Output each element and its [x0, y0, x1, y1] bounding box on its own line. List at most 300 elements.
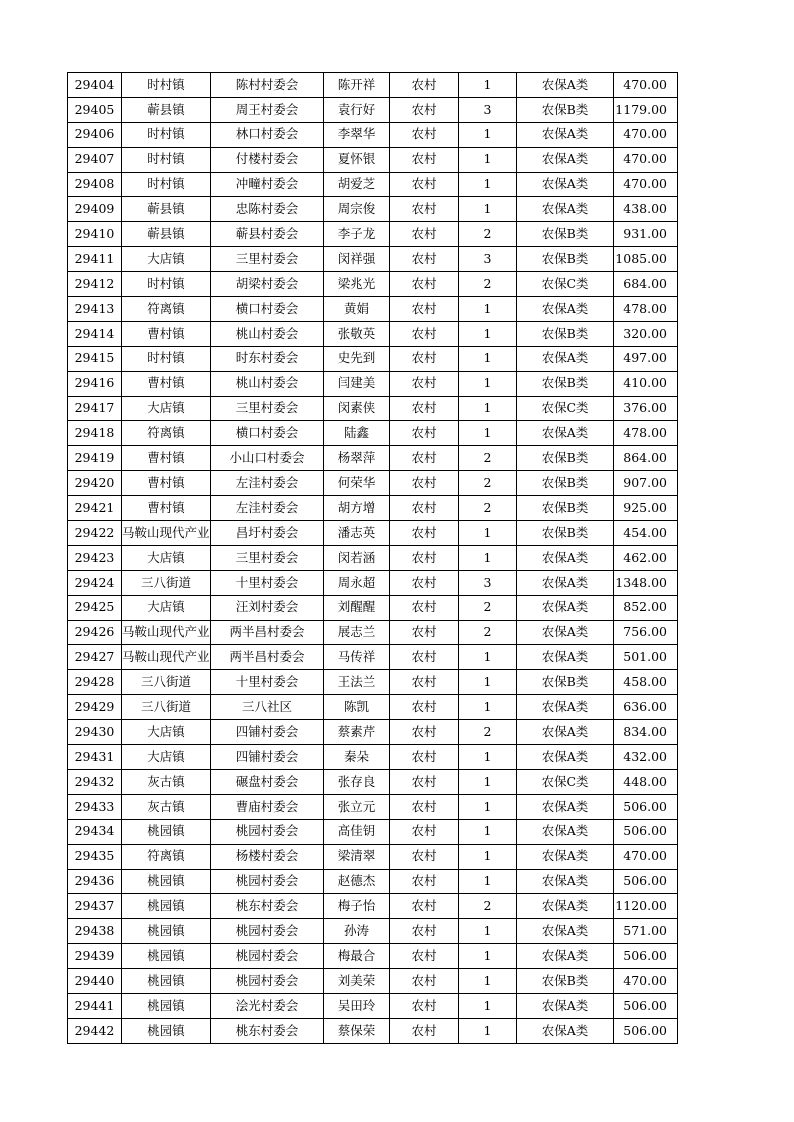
table-row [68, 545, 678, 570]
record-id-cell: 29434 [68, 819, 122, 844]
table-row [68, 944, 678, 969]
insurance-class-cell: 农保A类 [517, 695, 614, 720]
area-type-cell: 农村 [390, 1018, 459, 1043]
amount-cell: 506.00 [614, 993, 678, 1018]
table-row [68, 720, 678, 745]
household-count-cell: 2 [459, 595, 517, 620]
household-count-cell: 1 [459, 670, 517, 695]
insurance-class-cell: 农保A类 [517, 73, 614, 98]
village-cell: 左洼村委会 [211, 496, 324, 521]
village-cell: 杨楼村委会 [211, 844, 324, 869]
town-cell: 符离镇 [122, 844, 211, 869]
town-cell: 时村镇 [122, 147, 211, 172]
table-row [68, 819, 678, 844]
area-type-cell: 农村 [390, 720, 459, 745]
person-name-cell: 张存良 [324, 769, 390, 794]
town-cell: 大店镇 [122, 720, 211, 745]
village-cell: 浍光村委会 [211, 993, 324, 1018]
person-name-cell: 陈凯 [324, 695, 390, 720]
amount-cell: 1120.00 [614, 894, 678, 919]
area-type-cell: 农村 [390, 147, 459, 172]
village-cell: 十里村委会 [211, 570, 324, 595]
person-name-cell: 吴田玲 [324, 993, 390, 1018]
person-name-cell: 蔡保荣 [324, 1018, 390, 1043]
town-cell: 桃园镇 [122, 894, 211, 919]
town-cell: 桃园镇 [122, 993, 211, 1018]
insurance-class-cell: 农保A类 [517, 869, 614, 894]
household-count-cell: 1 [459, 794, 517, 819]
table-row [68, 446, 678, 471]
person-name-cell: 杨翠萍 [324, 446, 390, 471]
record-id-cell: 29409 [68, 197, 122, 222]
amount-cell: 571.00 [614, 919, 678, 944]
amount-cell: 376.00 [614, 396, 678, 421]
amount-cell: 931.00 [614, 222, 678, 247]
village-cell: 汪刘村委会 [211, 595, 324, 620]
town-cell: 曹村镇 [122, 446, 211, 471]
person-name-cell: 何荣华 [324, 471, 390, 496]
village-cell: 胡梁村委会 [211, 272, 324, 297]
village-cell: 两半昌村委会 [211, 645, 324, 670]
area-type-cell: 农村 [390, 97, 459, 122]
table-row [68, 73, 678, 98]
table-row [68, 919, 678, 944]
town-cell: 大店镇 [122, 595, 211, 620]
area-type-cell: 农村 [390, 894, 459, 919]
person-name-cell: 高佳钥 [324, 819, 390, 844]
amount-cell: 470.00 [614, 172, 678, 197]
town-cell: 符离镇 [122, 421, 211, 446]
amount-cell: 1348.00 [614, 570, 678, 595]
person-name-cell: 李翠华 [324, 122, 390, 147]
amount-cell: 470.00 [614, 147, 678, 172]
household-count-cell: 1 [459, 545, 517, 570]
town-cell: 三八街道 [122, 570, 211, 595]
town-cell: 三八街道 [122, 670, 211, 695]
table-row [68, 1018, 678, 1043]
table-row [68, 595, 678, 620]
record-id-cell: 29416 [68, 371, 122, 396]
table-row [68, 97, 678, 122]
insurance-class-cell: 农保A类 [517, 720, 614, 745]
area-type-cell: 农村 [390, 844, 459, 869]
table-row [68, 570, 678, 595]
town-cell: 三八街道 [122, 695, 211, 720]
area-type-cell: 农村 [390, 695, 459, 720]
village-cell: 四铺村委会 [211, 720, 324, 745]
amount-cell: 448.00 [614, 769, 678, 794]
roster-body [68, 73, 678, 1044]
person-name-cell: 蔡素芹 [324, 720, 390, 745]
table-row [68, 297, 678, 322]
town-cell: 蕲县镇 [122, 222, 211, 247]
town-cell: 曹村镇 [122, 371, 211, 396]
town-cell: 时村镇 [122, 346, 211, 371]
roster-table [67, 72, 678, 1044]
insurance-class-cell: 农保A类 [517, 844, 614, 869]
person-name-cell: 梅子怡 [324, 894, 390, 919]
area-type-cell: 农村 [390, 297, 459, 322]
person-name-cell: 张敬英 [324, 321, 390, 346]
table-row [68, 346, 678, 371]
village-cell: 蕲县村委会 [211, 222, 324, 247]
village-cell: 桃园村委会 [211, 919, 324, 944]
household-count-cell: 1 [459, 73, 517, 98]
town-cell: 蕲县镇 [122, 97, 211, 122]
person-name-cell: 马传祥 [324, 645, 390, 670]
insurance-class-cell: 农保C类 [517, 769, 614, 794]
person-name-cell: 袁行好 [324, 97, 390, 122]
village-cell: 林口村委会 [211, 122, 324, 147]
household-count-cell: 1 [459, 869, 517, 894]
village-cell: 三里村委会 [211, 545, 324, 570]
village-cell: 三八社区 [211, 695, 324, 720]
table-row [68, 147, 678, 172]
household-count-cell: 2 [459, 620, 517, 645]
household-count-cell: 1 [459, 371, 517, 396]
person-name-cell: 闵祥强 [324, 247, 390, 272]
town-cell: 灰古镇 [122, 794, 211, 819]
record-id-cell: 29421 [68, 496, 122, 521]
table-row [68, 794, 678, 819]
area-type-cell: 农村 [390, 496, 459, 521]
village-cell: 付楼村委会 [211, 147, 324, 172]
record-id-cell: 29412 [68, 272, 122, 297]
person-name-cell: 胡爱芝 [324, 172, 390, 197]
village-cell: 昌圩村委会 [211, 521, 324, 546]
insurance-class-cell: 农保B类 [517, 222, 614, 247]
record-id-cell: 29431 [68, 745, 122, 770]
household-count-cell: 1 [459, 197, 517, 222]
person-name-cell: 周永超 [324, 570, 390, 595]
record-id-cell: 29407 [68, 147, 122, 172]
person-name-cell: 闵若涵 [324, 545, 390, 570]
record-id-cell: 29441 [68, 993, 122, 1018]
insurance-class-cell: 农保A类 [517, 297, 614, 322]
area-type-cell: 农村 [390, 346, 459, 371]
person-name-cell: 黄娟 [324, 297, 390, 322]
area-type-cell: 农村 [390, 272, 459, 297]
household-count-cell: 2 [459, 894, 517, 919]
table-row [68, 645, 678, 670]
household-count-cell: 2 [459, 272, 517, 297]
area-type-cell: 农村 [390, 521, 459, 546]
area-type-cell: 农村 [390, 944, 459, 969]
amount-cell: 506.00 [614, 1018, 678, 1043]
person-name-cell: 李子龙 [324, 222, 390, 247]
amount-cell: 462.00 [614, 545, 678, 570]
record-id-cell: 29426 [68, 620, 122, 645]
person-name-cell: 陆鑫 [324, 421, 390, 446]
person-name-cell: 刘醒醒 [324, 595, 390, 620]
town-cell: 桃园镇 [122, 919, 211, 944]
household-count-cell: 1 [459, 147, 517, 172]
town-cell: 时村镇 [122, 73, 211, 98]
person-name-cell: 潘志英 [324, 521, 390, 546]
amount-cell: 478.00 [614, 297, 678, 322]
area-type-cell: 农村 [390, 122, 459, 147]
area-type-cell: 农村 [390, 371, 459, 396]
town-cell: 大店镇 [122, 545, 211, 570]
household-count-cell: 1 [459, 919, 517, 944]
insurance-class-cell: 农保A类 [517, 993, 614, 1018]
household-count-cell: 1 [459, 1018, 517, 1043]
amount-cell: 470.00 [614, 73, 678, 98]
village-cell: 横口村委会 [211, 421, 324, 446]
town-cell: 曹村镇 [122, 471, 211, 496]
household-count-cell: 1 [459, 172, 517, 197]
area-type-cell: 农村 [390, 421, 459, 446]
amount-cell: 432.00 [614, 745, 678, 770]
record-id-cell: 29418 [68, 421, 122, 446]
insurance-class-cell: 农保A类 [517, 819, 614, 844]
amount-cell: 470.00 [614, 122, 678, 147]
village-cell: 时东村委会 [211, 346, 324, 371]
village-cell: 桃山村委会 [211, 371, 324, 396]
area-type-cell: 农村 [390, 545, 459, 570]
village-cell: 左洼村委会 [211, 471, 324, 496]
insurance-class-cell: 农保A类 [517, 595, 614, 620]
table-row [68, 521, 678, 546]
table-row [68, 894, 678, 919]
table-row [68, 670, 678, 695]
household-count-cell: 3 [459, 570, 517, 595]
insurance-class-cell: 农保A类 [517, 421, 614, 446]
village-cell: 桃东村委会 [211, 1018, 324, 1043]
area-type-cell: 农村 [390, 993, 459, 1018]
village-cell: 陈村村委会 [211, 73, 324, 98]
insurance-class-cell: 农保B类 [517, 371, 614, 396]
insurance-class-cell: 农保B类 [517, 321, 614, 346]
record-id-cell: 29408 [68, 172, 122, 197]
household-count-cell: 1 [459, 969, 517, 994]
town-cell: 大店镇 [122, 247, 211, 272]
village-cell: 三里村委会 [211, 396, 324, 421]
amount-cell: 864.00 [614, 446, 678, 471]
person-name-cell: 闵素侠 [324, 396, 390, 421]
insurance-class-cell: 农保A类 [517, 944, 614, 969]
household-count-cell: 1 [459, 521, 517, 546]
household-count-cell: 2 [459, 446, 517, 471]
village-cell: 周王村委会 [211, 97, 324, 122]
village-cell: 碾盘村委会 [211, 769, 324, 794]
town-cell: 桃园镇 [122, 819, 211, 844]
town-cell: 桃园镇 [122, 1018, 211, 1043]
amount-cell: 470.00 [614, 969, 678, 994]
person-name-cell: 王法兰 [324, 670, 390, 695]
person-name-cell: 史先到 [324, 346, 390, 371]
person-name-cell: 刘美荣 [324, 969, 390, 994]
amount-cell: 438.00 [614, 197, 678, 222]
area-type-cell: 农村 [390, 570, 459, 595]
area-type-cell: 农村 [390, 396, 459, 421]
town-cell: 马鞍山现代产业 [122, 620, 211, 645]
amount-cell: 834.00 [614, 720, 678, 745]
household-count-cell: 1 [459, 321, 517, 346]
table-row [68, 993, 678, 1018]
record-id-cell: 29435 [68, 844, 122, 869]
amount-cell: 1085.00 [614, 247, 678, 272]
area-type-cell: 农村 [390, 172, 459, 197]
record-id-cell: 29442 [68, 1018, 122, 1043]
person-name-cell: 闫建美 [324, 371, 390, 396]
table-row [68, 371, 678, 396]
town-cell: 时村镇 [122, 172, 211, 197]
table-row [68, 496, 678, 521]
area-type-cell: 农村 [390, 769, 459, 794]
household-count-cell: 2 [459, 496, 517, 521]
table-row [68, 247, 678, 272]
record-id-cell: 29405 [68, 97, 122, 122]
amount-cell: 506.00 [614, 819, 678, 844]
household-count-cell: 1 [459, 819, 517, 844]
person-name-cell: 梁兆光 [324, 272, 390, 297]
record-id-cell: 29430 [68, 720, 122, 745]
amount-cell: 470.00 [614, 844, 678, 869]
record-id-cell: 29440 [68, 969, 122, 994]
insurance-class-cell: 农保A类 [517, 346, 614, 371]
person-name-cell: 张立元 [324, 794, 390, 819]
village-cell: 两半昌村委会 [211, 620, 324, 645]
town-cell: 马鞍山现代产业 [122, 521, 211, 546]
insurance-class-cell: 农保A类 [517, 147, 614, 172]
area-type-cell: 农村 [390, 471, 459, 496]
town-cell: 马鞍山现代产业 [122, 645, 211, 670]
person-name-cell: 夏怀银 [324, 147, 390, 172]
insurance-class-cell: 农保A类 [517, 545, 614, 570]
amount-cell: 454.00 [614, 521, 678, 546]
area-type-cell: 农村 [390, 222, 459, 247]
village-cell: 冲疃村委会 [211, 172, 324, 197]
amount-cell: 684.00 [614, 272, 678, 297]
village-cell: 桃园村委会 [211, 969, 324, 994]
insurance-class-cell: 农保A类 [517, 197, 614, 222]
amount-cell: 907.00 [614, 471, 678, 496]
town-cell: 灰古镇 [122, 769, 211, 794]
amount-cell: 506.00 [614, 944, 678, 969]
person-name-cell: 陈开祥 [324, 73, 390, 98]
amount-cell: 501.00 [614, 645, 678, 670]
household-count-cell: 1 [459, 695, 517, 720]
insurance-class-cell: 农保A类 [517, 122, 614, 147]
area-type-cell: 农村 [390, 321, 459, 346]
table-row [68, 272, 678, 297]
village-cell: 桃山村委会 [211, 321, 324, 346]
table-row [68, 869, 678, 894]
insurance-class-cell: 农保B类 [517, 521, 614, 546]
village-cell: 横口村委会 [211, 297, 324, 322]
household-count-cell: 1 [459, 745, 517, 770]
village-cell: 十里村委会 [211, 670, 324, 695]
record-id-cell: 29420 [68, 471, 122, 496]
person-name-cell: 梁清翠 [324, 844, 390, 869]
town-cell: 时村镇 [122, 272, 211, 297]
record-id-cell: 29411 [68, 247, 122, 272]
household-count-cell: 2 [459, 471, 517, 496]
amount-cell: 852.00 [614, 595, 678, 620]
record-id-cell: 29406 [68, 122, 122, 147]
insurance-class-cell: 农保A类 [517, 570, 614, 595]
table-row [68, 172, 678, 197]
town-cell: 大店镇 [122, 745, 211, 770]
table-row [68, 969, 678, 994]
household-count-cell: 1 [459, 421, 517, 446]
table-row [68, 122, 678, 147]
area-type-cell: 农村 [390, 969, 459, 994]
amount-cell: 506.00 [614, 869, 678, 894]
area-type-cell: 农村 [390, 73, 459, 98]
household-count-cell: 1 [459, 844, 517, 869]
household-count-cell: 2 [459, 720, 517, 745]
amount-cell: 506.00 [614, 794, 678, 819]
amount-cell: 410.00 [614, 371, 678, 396]
record-id-cell: 29410 [68, 222, 122, 247]
record-id-cell: 29428 [68, 670, 122, 695]
insurance-class-cell: 农保B类 [517, 471, 614, 496]
household-count-cell: 1 [459, 645, 517, 670]
area-type-cell: 农村 [390, 247, 459, 272]
area-type-cell: 农村 [390, 745, 459, 770]
record-id-cell: 29432 [68, 769, 122, 794]
insurance-class-cell: 农保B类 [517, 969, 614, 994]
amount-cell: 925.00 [614, 496, 678, 521]
insurance-class-cell: 农保A类 [517, 1018, 614, 1043]
insurance-class-cell: 农保A类 [517, 745, 614, 770]
insurance-class-cell: 农保A类 [517, 620, 614, 645]
person-name-cell: 周宗俊 [324, 197, 390, 222]
area-type-cell: 农村 [390, 197, 459, 222]
insurance-class-cell: 农保B类 [517, 496, 614, 521]
table-row [68, 471, 678, 496]
area-type-cell: 农村 [390, 794, 459, 819]
area-type-cell: 农村 [390, 446, 459, 471]
amount-cell: 320.00 [614, 321, 678, 346]
household-count-cell: 2 [459, 222, 517, 247]
insurance-class-cell: 农保C类 [517, 272, 614, 297]
table-row [68, 844, 678, 869]
table-row [68, 745, 678, 770]
person-name-cell: 孙涛 [324, 919, 390, 944]
household-count-cell: 1 [459, 944, 517, 969]
town-cell: 时村镇 [122, 122, 211, 147]
insurance-class-cell: 农保C类 [517, 396, 614, 421]
household-count-cell: 3 [459, 247, 517, 272]
record-id-cell: 29438 [68, 919, 122, 944]
person-name-cell: 展志兰 [324, 620, 390, 645]
village-cell: 三里村委会 [211, 247, 324, 272]
record-id-cell: 29427 [68, 645, 122, 670]
record-id-cell: 29424 [68, 570, 122, 595]
household-count-cell: 1 [459, 297, 517, 322]
area-type-cell: 农村 [390, 595, 459, 620]
record-id-cell: 29415 [68, 346, 122, 371]
town-cell: 蕲县镇 [122, 197, 211, 222]
person-name-cell: 赵德杰 [324, 869, 390, 894]
table-row [68, 695, 678, 720]
record-id-cell: 29422 [68, 521, 122, 546]
insurance-class-cell: 农保A类 [517, 894, 614, 919]
insurance-class-cell: 农保B类 [517, 97, 614, 122]
village-cell: 桃东村委会 [211, 894, 324, 919]
area-type-cell: 农村 [390, 869, 459, 894]
village-cell: 桃园村委会 [211, 819, 324, 844]
table-row [68, 197, 678, 222]
insurance-class-cell: 农保A类 [517, 172, 614, 197]
household-count-cell: 1 [459, 769, 517, 794]
record-id-cell: 29429 [68, 695, 122, 720]
amount-cell: 1179.00 [614, 97, 678, 122]
record-id-cell: 29433 [68, 794, 122, 819]
